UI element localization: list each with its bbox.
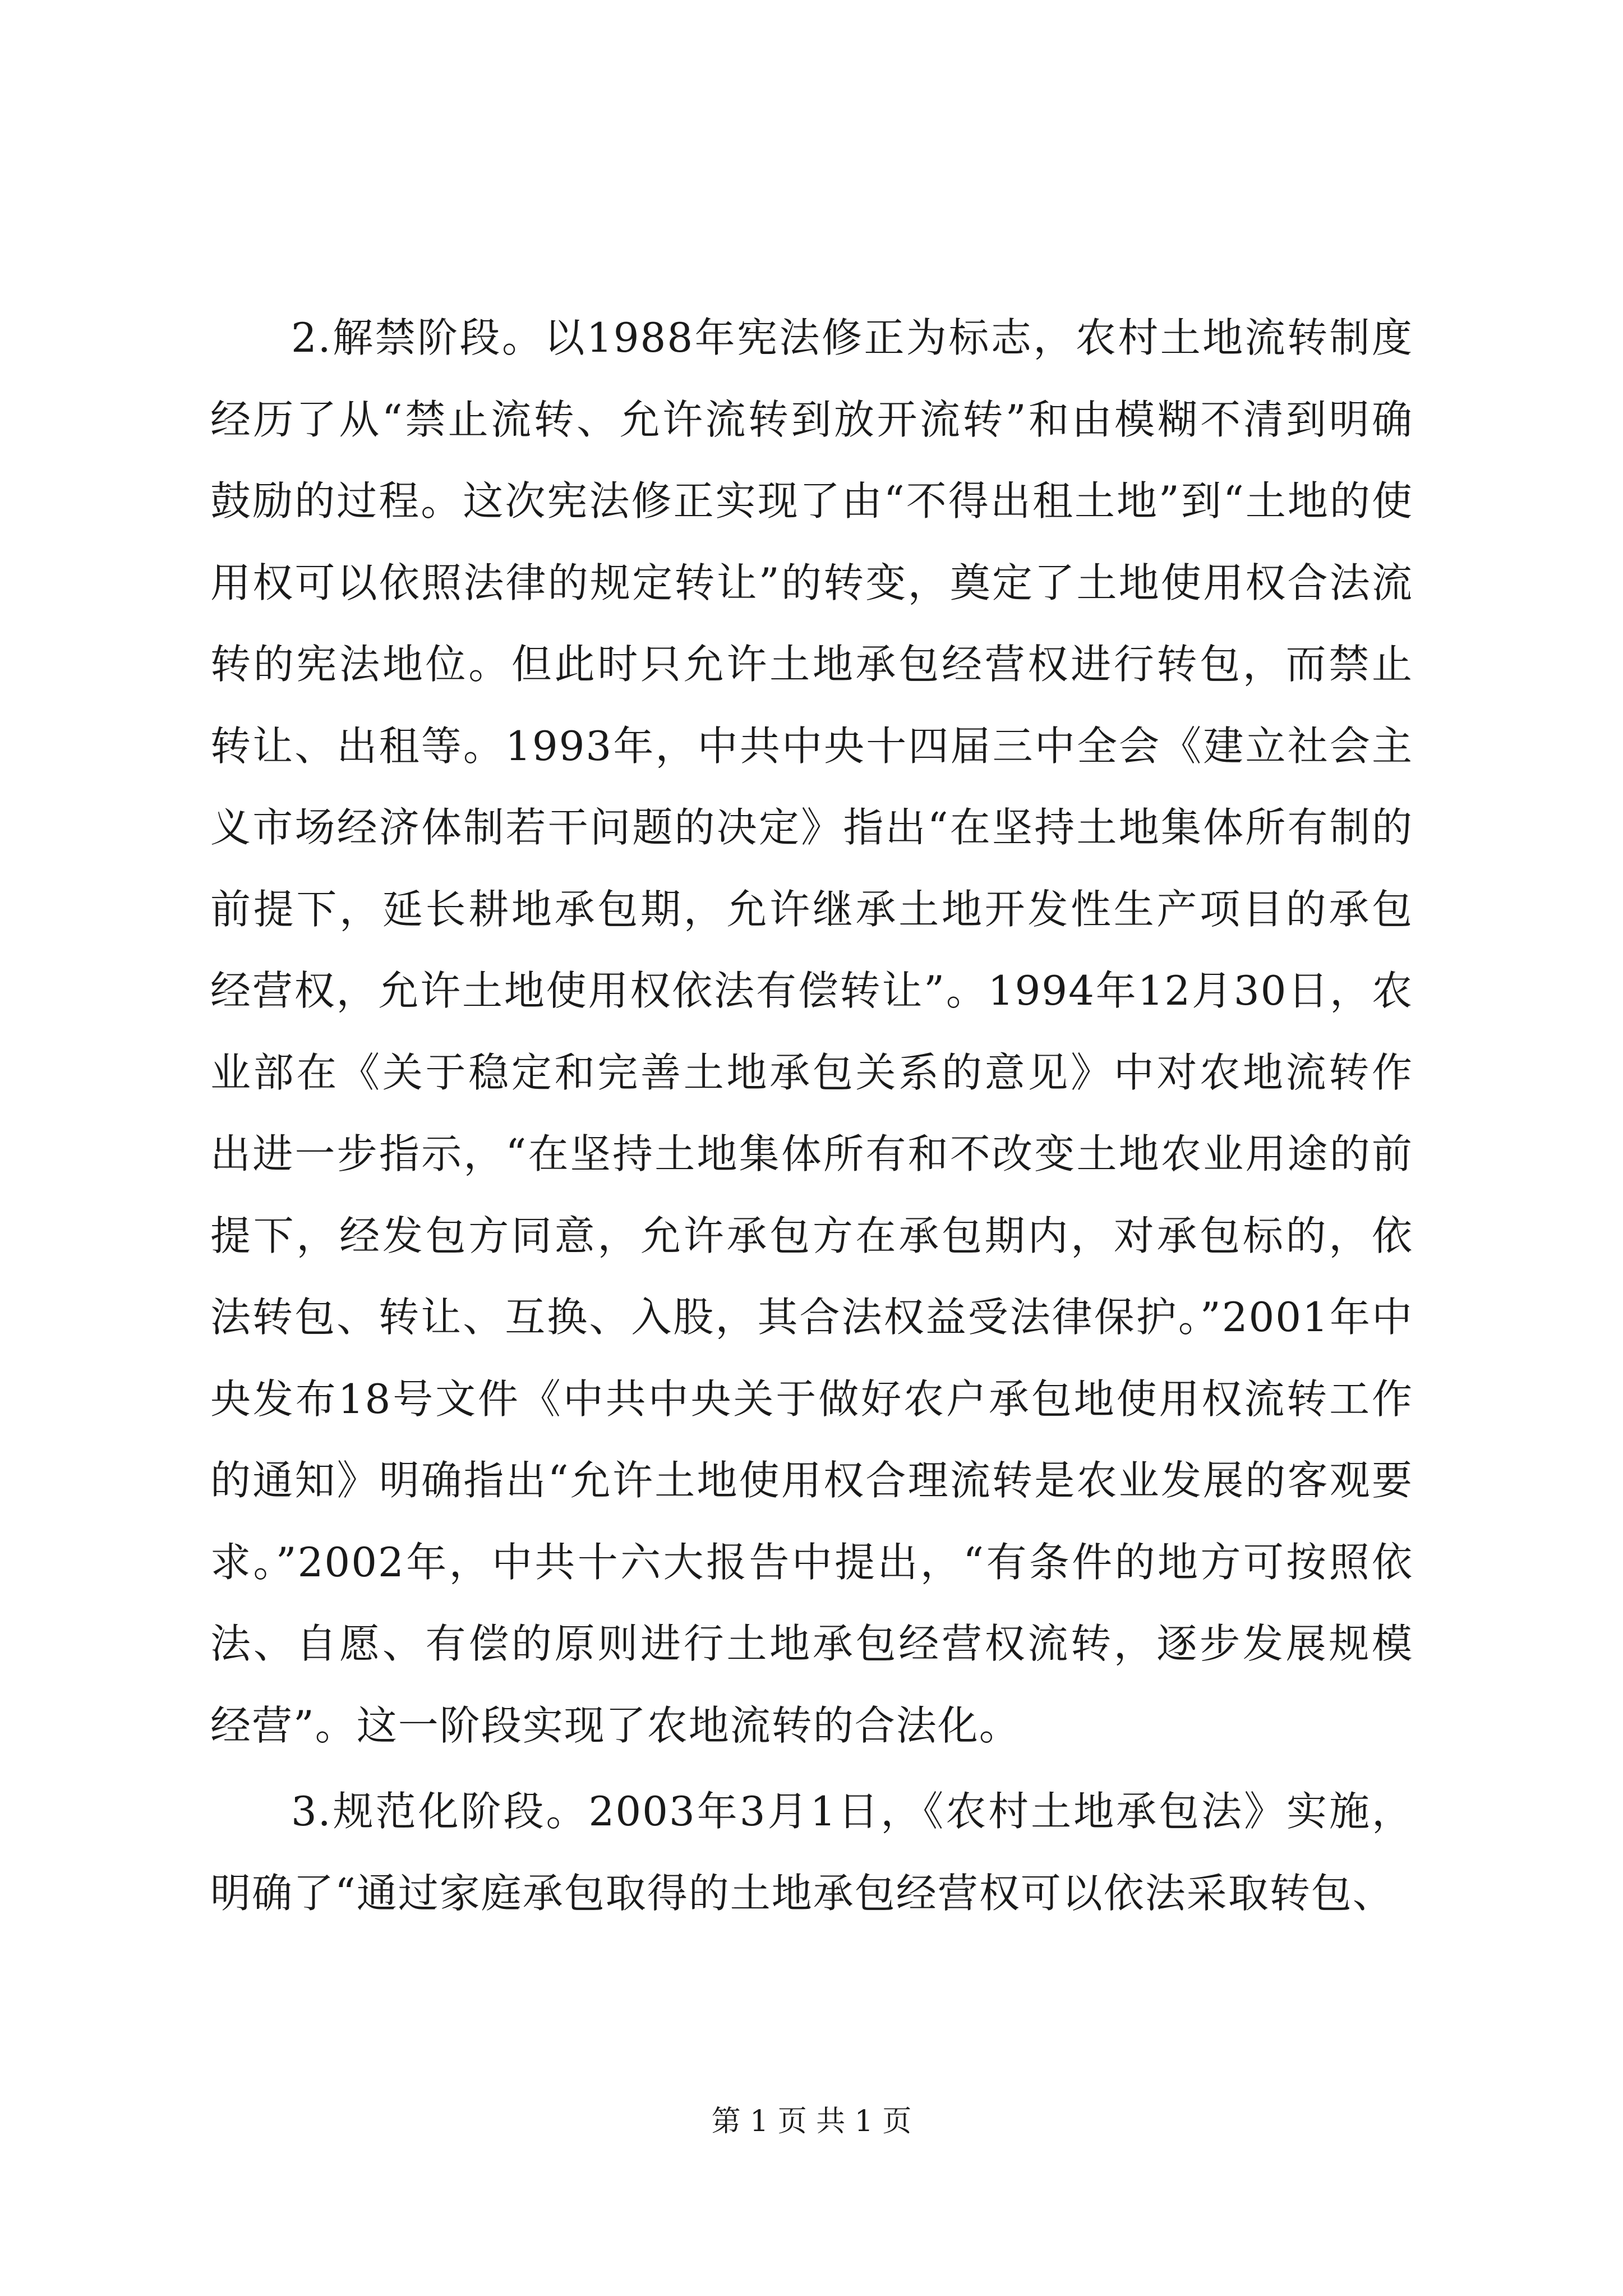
paragraph-stage-2: 2.解禁阶段。以1988年宪法修正为标志，农村土地流转制度经历了从“禁止流转、允许流转到放开流转”和由模糊不清到明确鼓励的过程。这次宪法修正实现了由“不得出租土地”到“土地的使用权可以依照法律的规定转让”的转变，奠定了土地使用权合法流转的宪法地位。但此时只允许土地承包经营权进行转包，而禁止转让、出租等。1993年，中共中央十四届三中全会《建立社会主义市场经济体制若干问题的决定》指出“在坚持土地集体所有制的前提下，延长耕地承包期，允许继承土地开发性生产项目的承包经营权，允许土地使用权依法有偿转让”。1994年12月30日，农业部在《关于稳定和完善土地承包关系的意见》中对农地流转作出进一步指示，“在坚持土地集体所有和不改变土地农业用途的前提下，经发包方同意，允许承包方在承包期内，对承包标的，依法转包、转让、互换、入股，其合法权益受法律保护。”2001年中央发布18号文件《中共中央关于做好农户承包地使用权流转工作的通知》明确指出“允许土地使用权合理流转是农业发展的客观要求。”2002年，中共十六大报告中提出，“有条件的地方可按照依法、自愿、有偿的原则进行土地承包经营权流转，逐步发展规模经营”。这一阶段实现了农地流转的合法化。 [210, 314, 1413, 1749]
document-body [210, 297, 1413, 1934]
paragraph-stage-3: 3.规范化阶段。2003年3月1日，《农村土地承包法》实施，明确了“通过家庭承包取得的土地承包经营权可以依法采取转包、 [210, 1788, 1413, 1917]
page-number-footer: 第 1 页 共 1 页 [711, 2105, 912, 2138]
